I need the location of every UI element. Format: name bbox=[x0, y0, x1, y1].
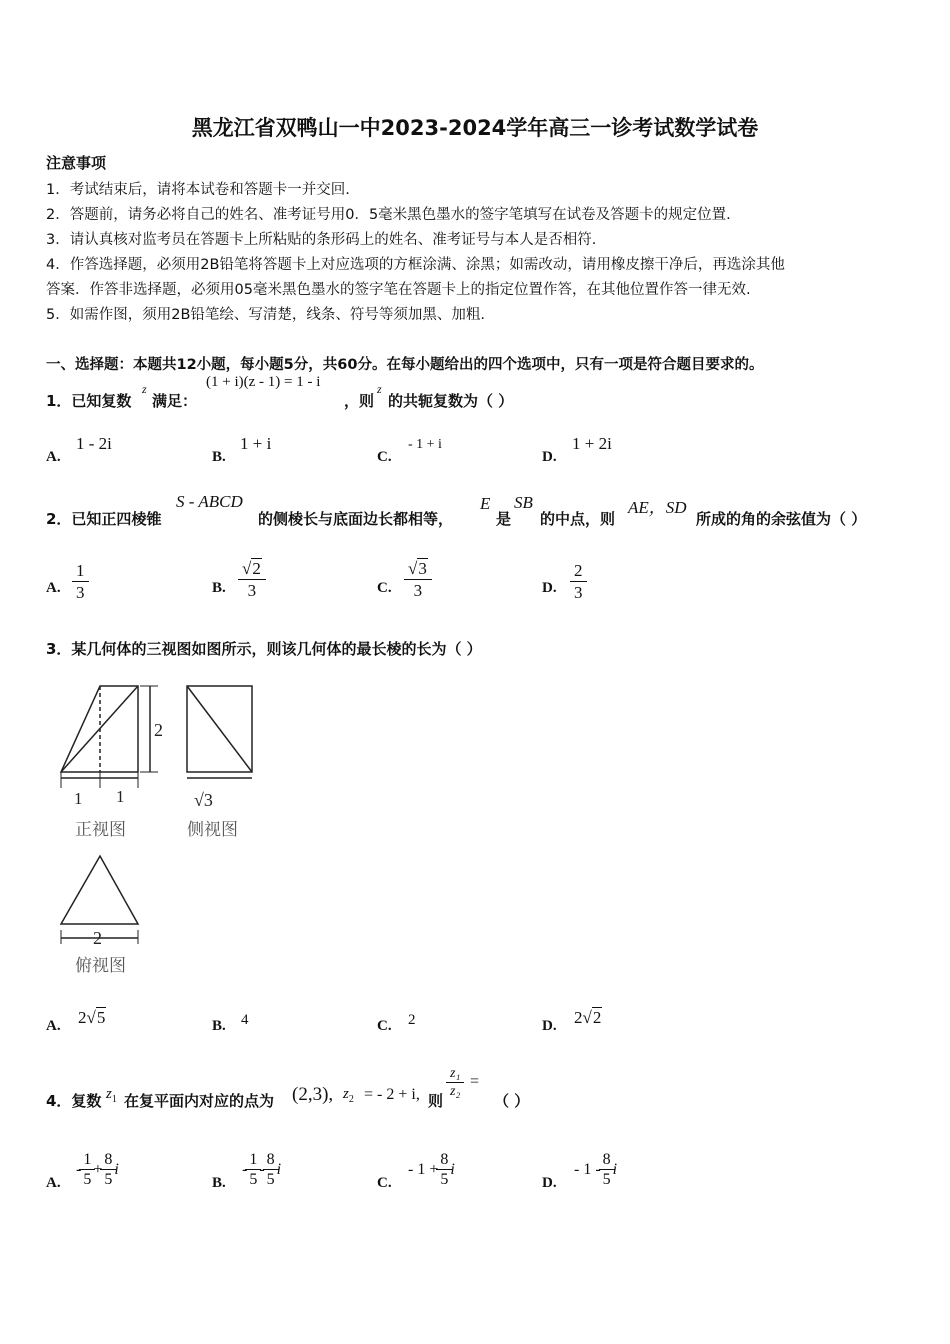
frac-num: 2 bbox=[574, 561, 583, 580]
q4-ratio-frac bbox=[448, 1065, 462, 1100]
q2-option-c-frac bbox=[406, 558, 430, 601]
note-item-5: 5．如需作图，须用2B铅笔绘、写清楚，线条、符号等须加黑、加粗. bbox=[46, 307, 486, 323]
exam-title: 黑龙江省双鸭山一中2023-2024学年高三一诊考试数学试卷 bbox=[191, 116, 759, 140]
q2-option-a-frac bbox=[74, 560, 87, 603]
q1-option-a: 1 - 2i bbox=[76, 434, 112, 453]
q2-stem-part3: 是 bbox=[496, 510, 512, 528]
front-view bbox=[61, 686, 158, 788]
q2-stem-part4: 的中点，则 bbox=[540, 510, 616, 528]
frac-num: 1 bbox=[76, 561, 85, 580]
frac-den: 5 bbox=[104, 1171, 113, 1188]
note-item-3: 3．请认真核对监考员在答题卡上所粘贴的条形码上的姓名、准考证号与本人是否相符. bbox=[46, 232, 597, 248]
frac-den: z₂ bbox=[450, 1084, 461, 1099]
side-view-diagonal bbox=[187, 686, 252, 772]
sign: - bbox=[259, 1160, 265, 1178]
frac-num: 8 bbox=[602, 1151, 611, 1168]
q2-edge-sb: SB bbox=[514, 493, 533, 512]
prefix: - 1 + bbox=[408, 1160, 439, 1178]
sqrt-radicand: 5 bbox=[96, 1008, 106, 1027]
q2-option-b bbox=[240, 558, 264, 601]
top-view-triangle bbox=[61, 856, 138, 924]
frac-den: 5 bbox=[249, 1171, 258, 1188]
q4-ratio bbox=[448, 1065, 462, 1100]
frac-2 bbox=[438, 1150, 450, 1189]
z2-var: z bbox=[343, 1086, 349, 1102]
imag-unit: i bbox=[114, 1160, 119, 1178]
z1-var: z bbox=[106, 1086, 112, 1102]
q3-option-a-label: A. bbox=[46, 1018, 61, 1034]
q4-option-d-label: D. bbox=[542, 1175, 557, 1191]
q1-var-z: z bbox=[142, 382, 147, 396]
imag-unit: i bbox=[612, 1160, 618, 1178]
q1-option-b: 1 + i bbox=[240, 434, 272, 453]
q3-option-d-label: D. bbox=[542, 1018, 557, 1034]
q2-option-a-label: A. bbox=[46, 580, 61, 596]
q2-stem-part2: 的侧棱长与底面边长都相等， bbox=[258, 510, 454, 528]
note-item-4-cont: 答案．作答非选择题，必须用05毫米黑色墨水的签字笔在答题卡上的指定位置作答，在其他位置作答一律无效. bbox=[46, 282, 751, 298]
frac-den: 3 bbox=[247, 581, 257, 600]
frac-den: 3 bbox=[413, 581, 423, 600]
q4-stem-part1: 4．复数 bbox=[46, 1092, 102, 1110]
sign: - bbox=[242, 1160, 248, 1178]
frac-2 bbox=[601, 1150, 613, 1189]
q2-pyramid: S - ABCD bbox=[176, 492, 243, 511]
side-view bbox=[187, 686, 252, 778]
dim-left-label: 1 bbox=[74, 789, 83, 808]
q3-option-c-label: C. bbox=[377, 1018, 392, 1034]
q1-equation: (1 + i)(z - 1) = 1 - i bbox=[206, 374, 321, 390]
q1-stem-part3: ，则 bbox=[344, 392, 375, 410]
q3-stem: 3．某几何体的三视图如图所示，则该几何体的最长棱的长为（ ） bbox=[46, 640, 482, 658]
frac-2 bbox=[102, 1150, 114, 1189]
sqrt-radicand: 3 bbox=[418, 559, 427, 578]
q1-option-c-label: C. bbox=[377, 449, 392, 465]
note-item-4: 4．作答选择题，必须用2B铅笔将答题卡上对应选项的方框涂满、涂黑；如需改动，请用橡皮擦干净后，再选涂其他 bbox=[46, 257, 785, 273]
q2-point-e: E bbox=[480, 494, 491, 513]
frac-1 bbox=[247, 1150, 259, 1189]
frac-num: z₁ bbox=[450, 1066, 461, 1081]
section-header: 一、选择题：本题共12小题，每小题5分，共60分。在每小题给出的四个选项中，只有一项是符合题目要求的。 bbox=[46, 357, 764, 373]
q4-z2 bbox=[343, 1086, 354, 1105]
imag-unit: i bbox=[276, 1160, 282, 1178]
q1-option-d-label: D. bbox=[542, 449, 557, 465]
q2-lines: AE，SD bbox=[628, 498, 687, 517]
q2-option-d-frac bbox=[572, 560, 585, 603]
q2-stem-part5: 所成的角的余弦值为（ ） bbox=[696, 510, 867, 528]
q1-stem-part4: 的共轭复数为（ ） bbox=[388, 392, 514, 410]
frac-num: 1 bbox=[83, 1151, 92, 1168]
sqrt-expr: √3 bbox=[408, 559, 427, 578]
note-item-1: 1．考试结束后，请将本试卷和答题卡一并交回. bbox=[46, 182, 350, 198]
frac-num: 8 bbox=[104, 1151, 113, 1168]
imag-unit: i bbox=[450, 1160, 455, 1178]
dim-height-label: 2 bbox=[154, 720, 163, 740]
three-view-figure bbox=[50, 676, 270, 976]
q4-z1 bbox=[106, 1086, 117, 1105]
sqrt-expr: √2 bbox=[242, 559, 261, 578]
q1-option-d: 1 + 2i bbox=[572, 434, 612, 453]
sign: + bbox=[93, 1160, 103, 1178]
q4-stem-part2: 在复平面内对应的点为 bbox=[124, 1092, 275, 1110]
coef: 2 bbox=[574, 1008, 583, 1027]
sqrt-radicand: 2 bbox=[252, 559, 261, 578]
frac-num: 1 bbox=[249, 1151, 258, 1168]
frac-den: 5 bbox=[266, 1171, 275, 1188]
q3-option-c: 2 bbox=[408, 1012, 416, 1028]
frac-den: 5 bbox=[440, 1171, 449, 1188]
q4-option-c-label: C. bbox=[377, 1175, 392, 1191]
dim-top-label: 2 bbox=[93, 928, 102, 948]
frac-den: 3 bbox=[574, 583, 583, 602]
prefix: - 1 - bbox=[574, 1160, 601, 1178]
q4-option-b-label: B. bbox=[212, 1175, 226, 1191]
frac-num: 8 bbox=[266, 1151, 275, 1168]
z2-equation: = - 2 + i, bbox=[364, 1086, 420, 1103]
q2-option-b-frac bbox=[240, 558, 264, 601]
frac-den: 5 bbox=[83, 1171, 92, 1188]
q4-z2-value bbox=[364, 1086, 420, 1104]
q4-stem-part4: （ ） bbox=[494, 1092, 530, 1110]
z2-sub: 2 bbox=[348, 1094, 354, 1105]
q1-option-b-label: B. bbox=[212, 449, 226, 465]
note-item-2: 2．答题前，请务必将自己的姓名、准考证号用0．5毫米黑色墨水的签字笔填写在试卷及答题卡的规定位置. bbox=[46, 207, 731, 223]
q2-option-d bbox=[572, 560, 585, 603]
q4-option-c bbox=[408, 1150, 455, 1189]
q4-stem-part3: 则 bbox=[428, 1092, 444, 1110]
q1-var-z2: z bbox=[377, 382, 382, 396]
front-view-label: 正视图 bbox=[75, 820, 126, 840]
q3-option-b-label: B. bbox=[212, 1018, 226, 1034]
q4-option-a bbox=[76, 1150, 119, 1189]
q3-option-d: 2√2 bbox=[574, 1008, 602, 1027]
q4-point: (2,3), bbox=[292, 1084, 334, 1105]
q1-stem-part2: 满足： bbox=[152, 392, 198, 410]
z1-sub: 1 bbox=[111, 1094, 117, 1105]
side-view-label: 侧视图 bbox=[187, 820, 238, 840]
q4-option-d bbox=[574, 1150, 617, 1189]
top-view-label: 俯视图 bbox=[75, 956, 126, 976]
q4-option-a-label: A. bbox=[46, 1175, 61, 1191]
q1-option-a-label: A. bbox=[46, 449, 61, 465]
dim-side-label: √3 bbox=[194, 790, 213, 810]
q1-stem-part1: 1．已知复数 bbox=[46, 392, 132, 410]
q3-option-a: 2√5 bbox=[78, 1008, 106, 1027]
frac-1 bbox=[81, 1150, 93, 1189]
frac-den: 3 bbox=[76, 583, 85, 602]
q2-option-c-label: C. bbox=[377, 580, 392, 596]
frac-num: 8 bbox=[440, 1151, 449, 1168]
sign: - bbox=[76, 1160, 82, 1178]
notes-heading: 注意事项 bbox=[46, 154, 107, 172]
q2-option-d-label: D. bbox=[542, 580, 557, 596]
frac-2 bbox=[265, 1150, 277, 1189]
q2-option-c bbox=[406, 558, 430, 601]
sqrt-radicand: 2 bbox=[592, 1008, 602, 1027]
q4-eqsign: = bbox=[470, 1073, 480, 1090]
dim-right-label: 1 bbox=[116, 787, 125, 806]
q2-option-a bbox=[74, 560, 87, 603]
q1-option-c: - 1 + i bbox=[408, 437, 442, 452]
q3-option-b: 4 bbox=[241, 1012, 249, 1028]
coef: 2 bbox=[78, 1008, 87, 1027]
frac-den: 5 bbox=[602, 1171, 611, 1188]
q2-stem-part1: 2．已知正四棱锥 bbox=[46, 510, 162, 528]
q4-option-b bbox=[242, 1150, 281, 1189]
q2-option-b-label: B. bbox=[212, 580, 226, 596]
